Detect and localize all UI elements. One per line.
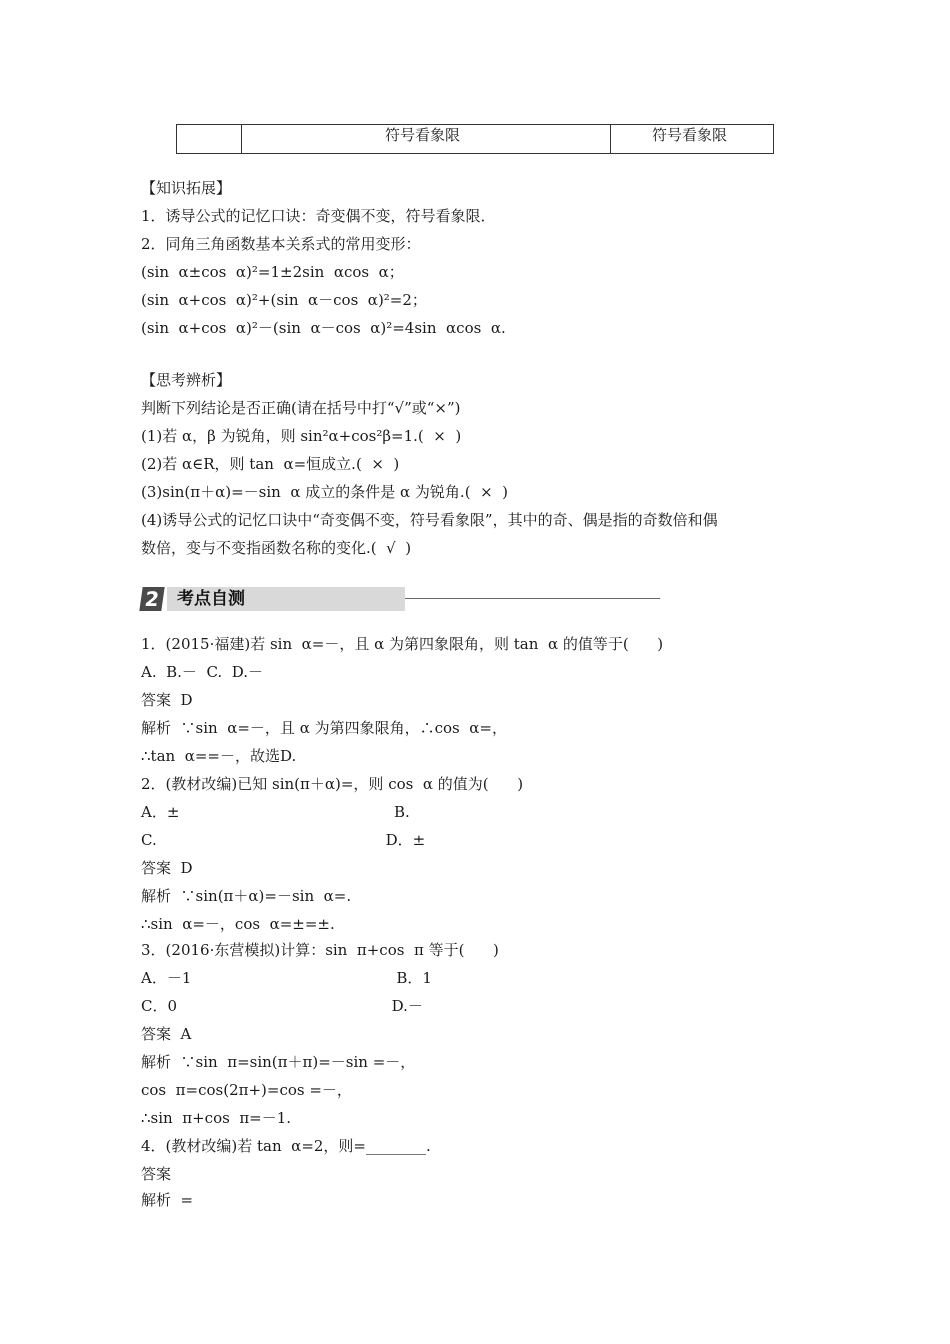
judgement-item: (2)若 α∈R，则 tan α=恒成立.( × ) (141, 455, 400, 473)
options: A．± B. (141, 803, 410, 821)
analysis: ∴sin π+cos π=－1. (141, 1109, 292, 1127)
answer: 答案 A (141, 1025, 192, 1043)
question: 3．(2016·东营模拟)计算：sin π+cos π 等于( ) (141, 941, 499, 959)
formula-line: (sin α+cos α)²－(sin α－cos α)²=4sin αcos α. (141, 319, 506, 337)
table-cell (611, 125, 774, 153)
analysis: 解析 ∵sin π=sin(π＋π)=－sin =－， (141, 1053, 416, 1071)
question: 2．(教材改编)已知 sin(π＋α)=，则 cos α 的值为( ) (141, 775, 524, 793)
table-cell-text: 符号看象限 (385, 126, 461, 144)
options: A．－1 B．1 (141, 969, 432, 987)
quadrant-sign-table (176, 124, 774, 154)
text-line: 1．诱导公式的记忆口诀：奇变偶不变，符号看象限． (141, 207, 496, 225)
answer: 答案 D (141, 691, 193, 709)
judgement-item: (4)诱导公式的记忆口诀中“奇变偶不变，符号看象限”，其中的奇、偶是指的奇数倍和偶 (141, 511, 718, 529)
formula-line: (sin α±cos α)²=1±2sin αcos α； (141, 263, 404, 281)
heading-knowledge-extension: 【知识拓展】 (141, 179, 232, 197)
judgement-item: (3)sin(π＋α)=－sin α 成立的条件是 α 为锐角.( × ) (141, 483, 509, 501)
table-cell-empty (177, 125, 242, 153)
analysis: ∴tan α==－，故选D. (141, 747, 297, 765)
table-cell (242, 125, 611, 153)
question: 4．(教材改编)若 tan α=2，则=________. (141, 1137, 431, 1155)
table-cell-text: 符号看象限 (652, 126, 728, 144)
section-divider (405, 598, 660, 599)
judgement-item: (1)若 α，β 为锐角，则 sin²α+cos²β=1.( × ) (141, 427, 462, 445)
options: C．0 D.－ (141, 997, 423, 1015)
answer: 答案 D (141, 859, 193, 877)
text-line: 判断下列结论是否正确(请在括号中打“√”或“×”) (141, 399, 461, 417)
answer: 答案 (141, 1165, 172, 1183)
judgement-item-continued: 数倍，变与不变指函数名称的变化.( √ ) (141, 539, 412, 557)
analysis: 解析 ∵sin α=－，且 α 为第四象限角，∴cos α=， (141, 719, 507, 737)
options: C. D．± (141, 831, 426, 849)
section-number: 2 (139, 587, 164, 611)
section-title: 考点自测 (167, 587, 405, 611)
text-line: 2．同角三角函数基本关系式的常用变形： (141, 235, 421, 253)
analysis: ∴sin α=－，cos α=±=±. (141, 915, 335, 933)
analysis: cos π=cos(2π+)=cos =－， (141, 1081, 352, 1099)
analysis: 解析 = (141, 1191, 194, 1209)
analysis: 解析 ∵sin(π＋α)=－sin α=. (141, 887, 352, 905)
question: 1．(2015·福建)若 sin α=－，且 α 为第四象限角，则 tan α 的值等于( ) (141, 635, 664, 653)
formula-line: (sin α+cos α)²+(sin α－cos α)²=2； (141, 291, 427, 309)
options: A. B.－ C. D.－ (141, 663, 263, 681)
heading-reflection: 【思考辨析】 (141, 371, 232, 389)
